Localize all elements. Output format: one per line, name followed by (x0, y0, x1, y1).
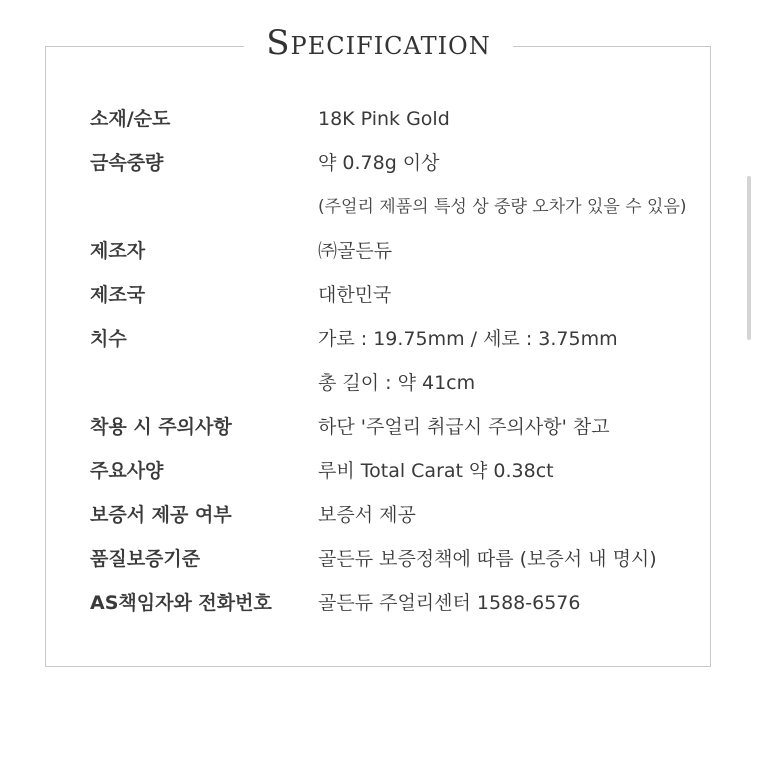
spec-value: 18K Pink Gold (318, 108, 450, 130)
spec-table (90, 104, 690, 632)
spec-value: 총 길이 : 약 41cm (318, 372, 476, 394)
spec-row-dimensions (90, 324, 690, 368)
spec-row-weight-note (90, 192, 690, 236)
spec-value: 대한민국 (318, 284, 392, 306)
spec-label: 제조자 (90, 240, 146, 262)
spec-value: ㈜골든듀 (318, 240, 393, 262)
spec-value: 골든듀 보증정책에 따름 (보증서 내 명시) (318, 548, 657, 570)
spec-row-manufacturer (90, 236, 690, 280)
spec-row-as-contact (90, 588, 690, 632)
spec-label: AS책임자와 전화번호 (90, 592, 272, 614)
spec-value: 가로 : 19.75mm / 세로 : 3.75mm (318, 328, 618, 350)
spec-row-material (90, 104, 690, 148)
specification-title: Specification (244, 20, 512, 66)
spec-label: 품질보증기준 (90, 548, 201, 570)
spec-label: 착용 시 주의사항 (90, 416, 232, 438)
spec-note: (주얼리 제품의 특성 상 중량 오차가 있을 수 있음) (318, 197, 687, 217)
spec-row-main-spec (90, 456, 690, 500)
spec-value: 루비 Total Carat 약 0.38ct (318, 460, 554, 482)
spec-row-caution (90, 412, 690, 456)
spec-value: 약 0.78g 이상 (318, 152, 440, 174)
specification-heading (0, 20, 757, 66)
spec-row-quality (90, 544, 690, 588)
spec-row-country (90, 280, 690, 324)
spec-row-weight (90, 148, 690, 192)
scrollbar[interactable] (747, 176, 751, 340)
spec-label: 소재/순도 (90, 108, 171, 130)
spec-value: 보증서 제공 (318, 504, 416, 526)
spec-label: 주요사양 (90, 460, 164, 482)
spec-row-length (90, 368, 690, 412)
spec-label: 보증서 제공 여부 (90, 504, 232, 526)
spec-value: 하단 '주얼리 취급시 주의사항' 참고 (318, 416, 610, 438)
spec-label: 제조국 (90, 284, 146, 306)
spec-label: 금속중량 (90, 152, 164, 174)
spec-value: 골든듀 주얼리센터 1588-6576 (318, 592, 581, 614)
spec-label: 치수 (90, 328, 127, 350)
spec-row-certificate (90, 500, 690, 544)
